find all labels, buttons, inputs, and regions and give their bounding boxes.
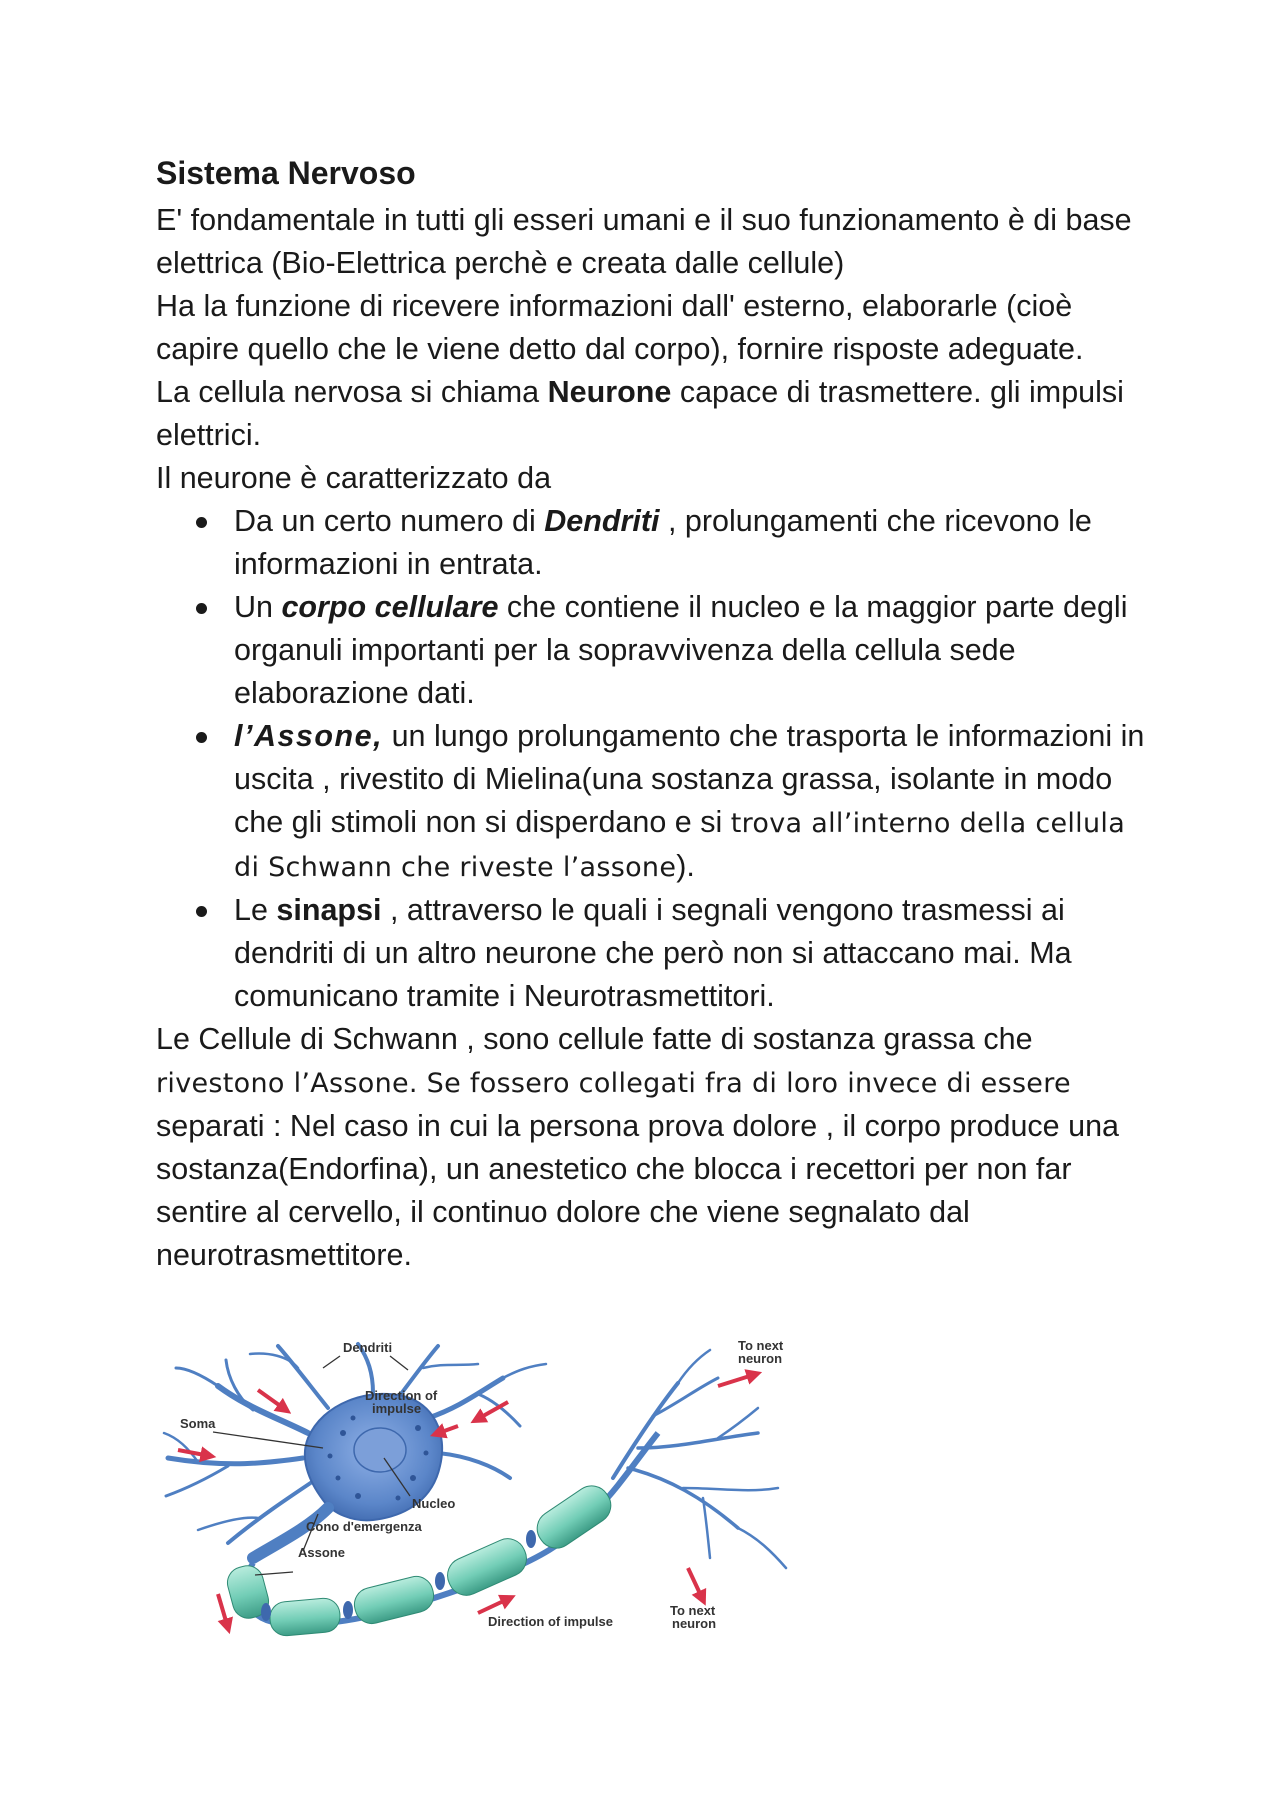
text-run: Un	[234, 590, 282, 624]
list-item-dendriti	[234, 500, 1146, 586]
label-nucleo: Nucleo	[412, 1496, 456, 1511]
label-direction-impulse-top: Direction of	[365, 1388, 438, 1403]
label-to-next-neuron-bottom-2: neuron	[672, 1616, 717, 1631]
label-to-next-neuron-bottom: To next	[670, 1603, 716, 1618]
text-run: separati : Nel caso in cui la persona prova dolore , il corpo produce una sostanza(Endorfina), un anestetico che blocca i recettori per non far sentire al cervello, il continuo dolore che viene segnalato dal neurotrasmettitore.	[156, 1109, 1119, 1272]
term-sinapsi: sinapsi	[276, 893, 382, 927]
bullet-dot	[196, 517, 207, 528]
paragraph-list-intro: Il neurone è caratterizzato da	[156, 461, 552, 495]
document-title: Sistema Nervoso	[156, 155, 416, 191]
term-assone: l’Assone,	[234, 719, 384, 753]
list-item-corpo-cellulare	[234, 586, 1146, 715]
label-dendriti: Dendriti	[343, 1340, 393, 1355]
term-corpo-cellulare: corpo cellulare	[281, 590, 499, 624]
label-soma: Soma	[180, 1416, 216, 1431]
arrow-icon	[478, 1598, 510, 1613]
text-run: che contiene il nucleo e la maggior parte degli organuli importanti per la sopravvivenza della cellula sede elaborazione dati.	[234, 590, 1128, 710]
label-assone: Assone	[298, 1545, 345, 1560]
label-cono-emergenza: Cono d'emergenza	[306, 1519, 422, 1534]
bullet-dot	[196, 732, 207, 743]
term-neurone: Neurone	[547, 375, 672, 409]
text-run: La cellula nervosa si chiama	[156, 375, 548, 409]
bullet-dot	[196, 906, 207, 917]
text-run: , attraverso le quali i segnali vengono trasmessi ai dendriti di un altro neurone che però non si attaccano mai. Ma comunicano tramite i Neurotrasmettitori.	[234, 893, 1072, 1013]
arrow-icon	[218, 1594, 228, 1628]
label-direction-impulse-top-2: impulse	[372, 1401, 422, 1416]
term-dendriti: Dendriti	[544, 504, 660, 538]
bullet-dot	[196, 603, 207, 614]
nucleus	[354, 1428, 406, 1472]
list-item-sinapsi	[234, 889, 1146, 1018]
paragraph-function: Ha la funzione di ricevere informazioni dall' esterno, elaborarle (cioè capire quello che le viene detto dal corpo), fornire risposte adeguate.	[156, 289, 1084, 366]
list-item-assone	[234, 715, 1146, 889]
neuron-diagram-svg	[158, 1338, 888, 1656]
text-run: ).	[676, 849, 695, 883]
text-run-alt-font: trova all’interno della cellula di Schwann che riveste l’assone	[234, 808, 1126, 883]
label-direction-impulse-bottom: Direction of impulse	[488, 1614, 613, 1629]
text-run-alt-font: rivestono l’Assone. Se fossero collegati fra di loro invece di essere	[156, 1068, 1071, 1099]
paragraph-schwann	[156, 1018, 1146, 1277]
text-run: Da un certo numero di	[234, 504, 545, 538]
label-to-next-neuron-top-2: neuron	[738, 1351, 783, 1366]
arrow-icon	[258, 1390, 286, 1410]
arrow-icon	[688, 1568, 703, 1600]
text-run: Le Cellule di Schwann , sono cellule fatte di sostanza grassa che	[156, 1022, 1033, 1056]
document-page	[156, 152, 1146, 1277]
paragraph-intro: E' fondamentale in tutti gli esseri umani e il suo funzionamento è di base elettrica (Bio-Elettrica perchè e creata dalle cellule)	[156, 203, 1132, 280]
text-run: , prolungamenti che ricevono le informazioni in entrata.	[234, 504, 1092, 581]
paragraph-neurone	[156, 371, 1146, 457]
neuron-diagram	[158, 1338, 888, 1656]
arrow-icon	[718, 1374, 756, 1386]
label-to-next-neuron-top: To next	[738, 1338, 784, 1353]
text-run: capace di trasmettere. gli impulsi elettrici.	[156, 375, 1124, 452]
neuron-parts-list	[156, 500, 1146, 1018]
text-run: Le	[234, 893, 277, 927]
text-run: un lungo prolungamento che trasporta le informazioni in uscita , rivestito di Mielina(una sostanza grassa, isolante in modo che gli stimoli non si disperdano e si	[234, 719, 1145, 839]
